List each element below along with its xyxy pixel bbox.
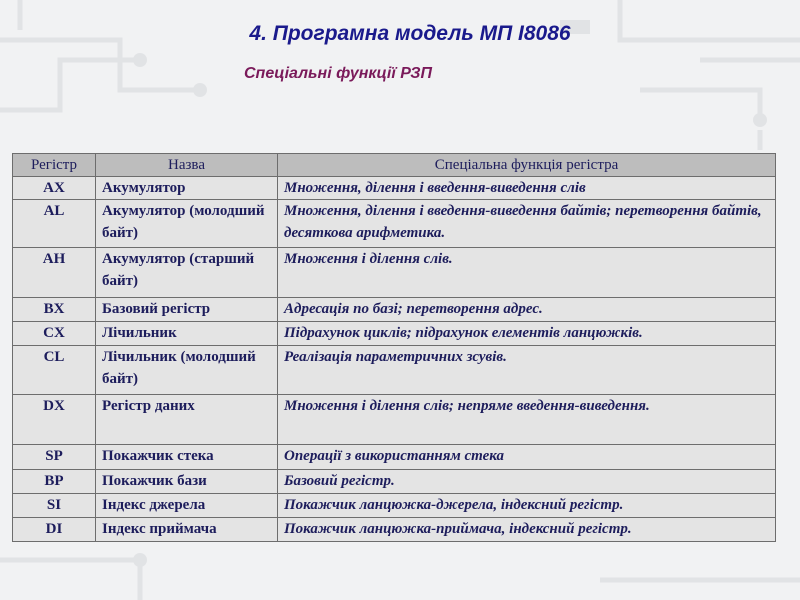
table-row <box>13 177 776 200</box>
table-row <box>13 445 776 470</box>
table-row <box>13 494 776 518</box>
cell-register: DI <box>13 518 96 542</box>
cell-name: Акумулятор <box>96 177 278 200</box>
cell-name: Акумулятор (старший байт) <box>96 248 278 298</box>
cell-function: Множення, ділення і введення-виведення байтів; перетворення байтів, десяткова арифметика. <box>278 200 776 248</box>
cell-function: Базовий регістр. <box>278 470 776 494</box>
cell-name: Лічильник <box>96 322 278 346</box>
registers-table <box>12 153 776 542</box>
cell-function: Підрахунок циклів; підрахунок елементів ланцюжків. <box>278 322 776 346</box>
cell-register: CL <box>13 346 96 395</box>
cell-function: Покажчик ланцюжка-джерела, індексний регістр. <box>278 494 776 518</box>
cell-function: Адресація по базі; перетворення адрес. <box>278 298 776 322</box>
table-row <box>13 518 776 542</box>
cell-register: DX <box>13 395 96 445</box>
cell-function: Реалізація параметричних зсувів. <box>278 346 776 395</box>
cell-register: AL <box>13 200 96 248</box>
cell-function: Множення і ділення слів; непряме введення-виведення. <box>278 395 776 445</box>
table-row <box>13 395 776 445</box>
header-register: Регістр <box>13 154 96 177</box>
page-subtitle: Спеціальні функції РЗП <box>244 65 433 82</box>
table-row <box>13 248 776 298</box>
cell-name: Акумулятор (молодший байт) <box>96 200 278 248</box>
cell-function: Покажчик ланцюжка-приймача, індексний регістр. <box>278 518 776 542</box>
cell-name: Базовий регістр <box>96 298 278 322</box>
table-row <box>13 322 776 346</box>
page-title: 4. Програмна модель МП І8086 <box>249 22 571 45</box>
cell-function: Множення, ділення і введення-виведення слів <box>278 177 776 200</box>
table-header-row <box>13 154 776 177</box>
cell-register: AH <box>13 248 96 298</box>
table-row <box>13 346 776 395</box>
header-name: Назва <box>96 154 278 177</box>
cell-register: SP <box>13 445 96 470</box>
cell-register: BX <box>13 298 96 322</box>
cell-register: BP <box>13 470 96 494</box>
cell-register: SI <box>13 494 96 518</box>
cell-name: Регістр даних <box>96 395 278 445</box>
cell-name: Індекс приймача <box>96 518 278 542</box>
table-row <box>13 200 776 248</box>
cell-name: Покажчик стека <box>96 445 278 470</box>
cell-name: Покажчик бази <box>96 470 278 494</box>
cell-function: Операції з використанням стека <box>278 445 776 470</box>
cell-register: CX <box>13 322 96 346</box>
cell-function: Множення і ділення слів. <box>278 248 776 298</box>
table-row <box>13 298 776 322</box>
table-row <box>13 470 776 494</box>
header-function: Спеціальна функція регістра <box>278 154 776 177</box>
cell-name: Індекс джерела <box>96 494 278 518</box>
cell-register: AX <box>13 177 96 200</box>
cell-name: Лічильник (молодший байт) <box>96 346 278 395</box>
